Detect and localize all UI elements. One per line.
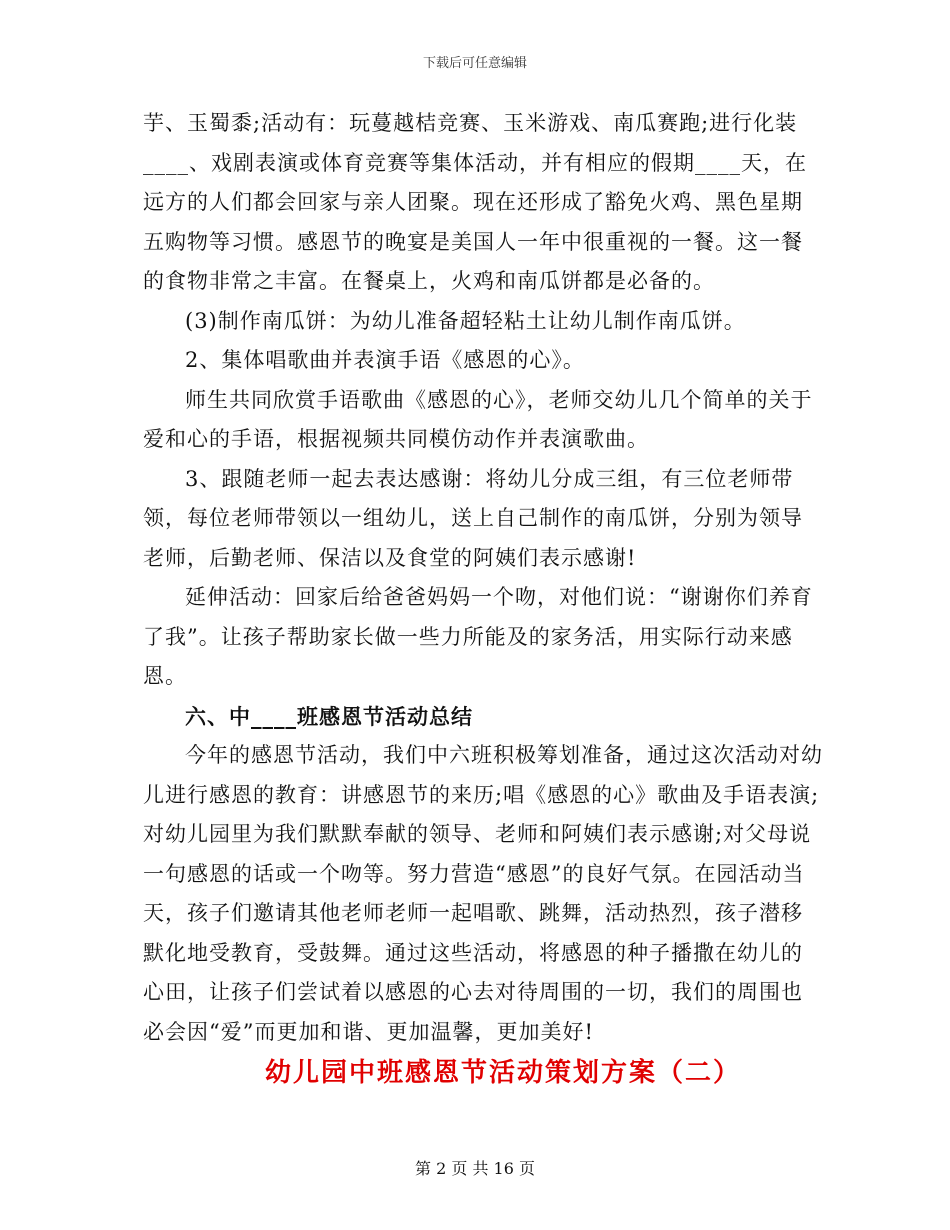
- paragraph-summary: 今年的感恩节活动，我们中六班积极筹划准备，通过这次活动对幼儿进行感恩的教育：讲感恩节的来历;唱《感恩的心》歌曲及手语表演;对幼儿园里为我们默默奉献的领导、老师和阿姨们表示感谢;对父母说一句感恩的话或一个吻等。努力营造“感恩”的良好气氛。在园活动当天，孩子们邀请其他老师老师一起唱歌、跳舞，活动热烈，孩子潜移默化地受教育，受鼓舞。通过这些活动，将感恩的种子播撒在幼儿的心田，让孩子们尝试着以感恩的心去对待周围的一切，我们的周围也必会因“爱”而更加和谐、更加温馨，更加美好!: [143, 743, 823, 1044]
- section-title-plan-2: 幼儿园中班感恩节活动策划方案（二）: [264, 1058, 741, 1088]
- section-heading-summary: 六、中____班感恩节活动总结: [185, 703, 473, 729]
- paragraph-step-3-pumpkin: (3)制作南瓜饼：为幼儿准备超轻粘土让幼儿制作南瓜饼。: [185, 308, 746, 333]
- paragraph-extension: 延伸活动：回家后给爸爸妈妈一个吻，对他们说：“谢谢你们养育了我”。让孩子帮助家长做一些力所能及的家务活，用实际行动来感恩。: [143, 585, 813, 688]
- paragraph-step-2-song: 2、集体唱歌曲并表演手语《感恩的心》。: [185, 348, 585, 372]
- paragraph-intro: 芋、玉蜀黍;活动有：玩蔓越桔竞赛、玉米游戏、南瓜赛跑;进行化装____、戏剧表演或体育竞赛等集体活动，并有相应的假期____天，在远方的人们都会回家与亲人团聚。现在还形成了豁免火鸡、黑色星期五购物等习惯。感恩节的晚宴是美国人一年中很重视的一餐。这一餐的食物非常之丰富。在餐桌上，火鸡和南瓜饼都是必备的。: [143, 111, 807, 293]
- paragraph-sign-language: 师生共同欣赏手语歌曲《感恩的心》，老师交幼儿几个简单的关于爱和心的手语，根据视频共同模仿动作并表演歌曲。: [143, 387, 813, 451]
- document-body: [143, 104, 823, 1094]
- paragraph-step-3-thanks: 3、跟随老师一起去表达感谢：将幼儿分成三组，有三位老师带领，每位老师带领以一组幼儿，送上自己制作的南瓜饼，分别为领导老师，后勤老师、保洁以及食堂的阿姨们表示感谢!: [143, 466, 803, 570]
- page-header: 下载后可任意编辑: [422, 56, 527, 71]
- page-footer: 第 2 页 共 16 页: [415, 1159, 535, 1178]
